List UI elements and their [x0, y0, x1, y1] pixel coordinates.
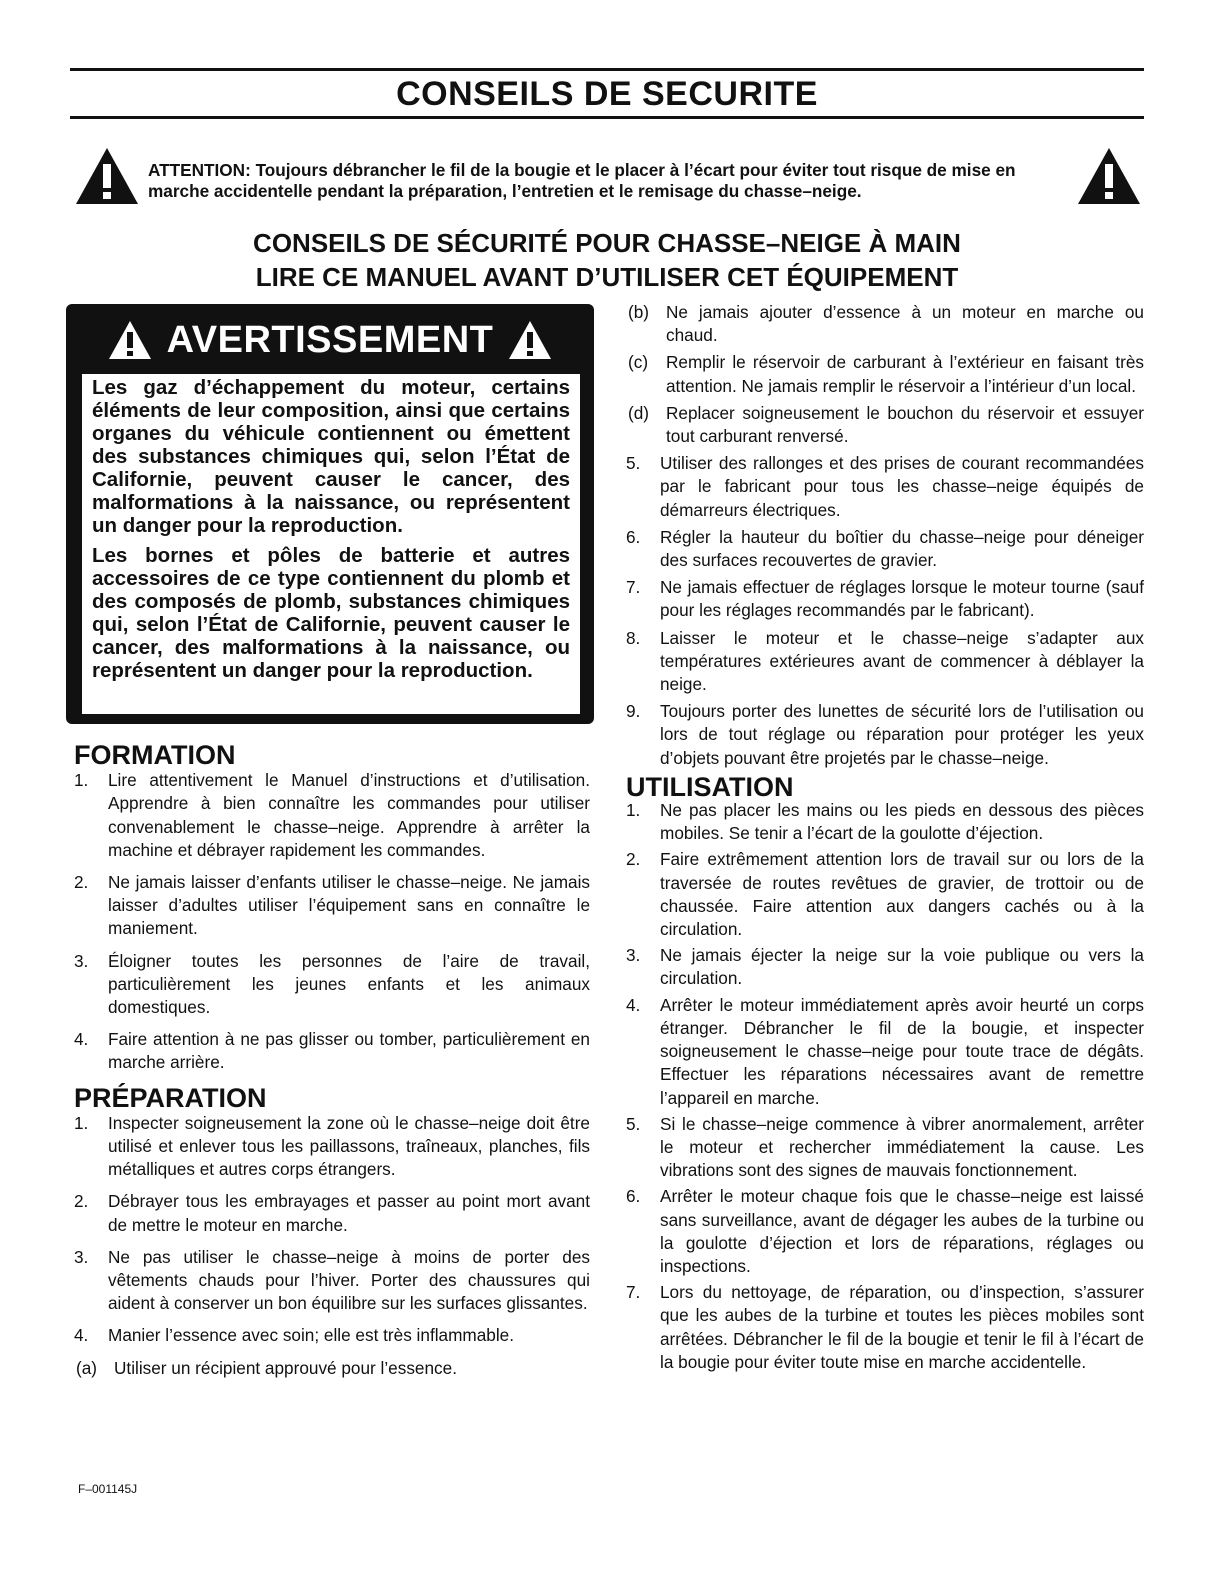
- list-item: 5. Si le chasse–neige commence à vibrer anormalement, arrêter le moteur et rechercher immédiatement la cause. Les vibrations sont des signes de mauvais fonctionnement.: [626, 1113, 1144, 1181]
- list-item: 8. Laisser le moteur et le chasse–neige s’adapter aux températures extérieures avant de commencer à déblayer la neige.: [626, 627, 1144, 695]
- warning-body: [82, 374, 580, 714]
- list-item: 2. Débrayer tous les embrayages et passer au point mort avant de mettre le moteur en marche.: [74, 1191, 590, 1235]
- list-item: 6. Arrêter le moteur chaque fois que le chasse–neige est laissé sans surveillance, avant de dégager les aubes de la turbine ou la goulotte d’éjection et lors de réparations, réglages ou inspections.: [626, 1186, 1144, 1276]
- sub-item-d: (d) Replacer soigneusement le bouchon du réservoir et essuyer tout carburant renversé.: [628, 402, 1144, 447]
- utilisation-heading: UTILISATION: [626, 771, 794, 802]
- list-item: 1. Ne pas placer les mains ou les pieds en dessous des pièces mobiles. Se tenir a l’écart de la goulotte d’éjection.: [626, 800, 1144, 844]
- list-item: 3. Ne jamais éjecter la neige sur la voie publique ou vers la circulation.: [626, 945, 1144, 989]
- page-title: CONSEILS DE SECURITE: [396, 75, 818, 113]
- list-item: 2. Ne jamais laisser d’enfants utiliser le chasse–neige. Ne jamais laisser d’adultes utiliser l’équipement sans en connaître le maniement.: [74, 872, 590, 939]
- list-item: 4. Manier l’essence avec soin; elle est très inflammable.: [74, 1325, 514, 1346]
- list-item: 2. Faire extrêmement attention lors de travail sur ou lors de la traversée de routes revêtues de gravier, de trottoir ou de chaussée. Faire attention aux dangers cachés ou à la circulation.: [626, 849, 1144, 940]
- list-item: 7. Ne jamais effectuer de réglages lorsque le moteur tourne (sauf pour les réglages recommandés par le fabricant).: [626, 577, 1144, 621]
- top-rule: [70, 68, 1144, 71]
- warning-title: AVERTISSEMENT: [166, 318, 494, 361]
- list-item: 3. Ne pas utiliser le chasse–neige à moins de porter des vêtements chauds pour l’hiver. Porter des chaussures qui aident à conserver un bon équilibre sur les surfaces glissantes.: [74, 1246, 590, 1314]
- formation-list: [74, 769, 590, 1074]
- sub-item-c: (c) Remplir le réservoir de carburant à l’extérieur en faisant très attention. Ne jamais remplir le réservoir a l’intérieur d’un local.: [628, 352, 1144, 396]
- warning-triangle-right-icon: [1076, 146, 1142, 206]
- warning-paragraph-2: Les bornes et pôles de batterie et autres accessoires de ce type contiennent du plomb et des composés de plomb, substances chimiques qui, selon l’État de Californie, peuvent causer le cancer, des malformations à la naissance, ou représentent un danger pour la reproduction.: [92, 544, 570, 682]
- title-underline: [70, 116, 1144, 119]
- document-code: F–001145J: [78, 1482, 138, 1496]
- warning-box: [66, 304, 594, 724]
- list-item: 1. Inspecter soigneusement la zone où le chasse–neige doit être utilisé et enlever tous les paillassons, traîneaux, planches, fils métalliques et autres corps étrangers.: [74, 1112, 590, 1180]
- preparation-list: [74, 1112, 590, 1348]
- sub-item-b: (b) Ne jamais ajouter d’essence à un moteur en marche ou chaud.: [628, 302, 1144, 346]
- left-column: [74, 740, 590, 1380]
- utilisation-list: [626, 799, 1144, 1374]
- preparation-heading: PRÉPARATION: [74, 1082, 267, 1113]
- preparation-list-continued: [626, 452, 1144, 770]
- right-column: [626, 301, 1144, 1374]
- warning-header: [66, 304, 594, 376]
- warning-triangle-icon: [107, 319, 153, 361]
- list-item: 1. Lire attentivement le Manuel d’instructions et d’utilisation. Apprendre à bien connaître les commandes pour utiliser convenablement le chasse–neige. Apprendre à arrêter la machine et débrayer rapidement les commandes.: [74, 770, 590, 860]
- sub-item-a: (a) Utiliser un récipient approuvé pour l’essence.: [76, 1357, 457, 1378]
- subtitle-read-manual: LIRE CE MANUEL AVANT D’UTILISER CET ÉQUIPEMENT: [255, 262, 959, 292]
- list-item: 5. Utiliser des rallonges et des prises de courant recommandées par le fabricant pour tous les chasse–neige équipés de démarreurs électriques.: [626, 453, 1144, 520]
- warning-paragraph-1: Les gaz d’échappement du moteur, certains éléments de leur composition, ainsi que certains organes du véhicule contiennent ou émettent des substances chimiques qui, selon l’État de Californie, peuvent causer le cancer, des malformations à la naissance, ou représentent un danger pour la reproduction.: [92, 376, 570, 537]
- list-item: 9. Toujours porter des lunettes de sécurité lors de l’utilisation ou lors de tout réglage ou réparation pour protéger les yeux d’objets pouvant être projetés par le chasse–neige.: [626, 701, 1144, 768]
- list-item: 7. Lors du nettoyage, de réparation, ou d’inspection, s’assurer que les aubes de la turbine et toutes les pièces mobiles sont arrêtées. Débrancher le fil de la bougie et tenir le fil à l’écart de la bougie pour éviter toute mise en marche accidentelle.: [626, 1282, 1144, 1372]
- formation-heading: FORMATION: [74, 740, 236, 770]
- warning-triangle-icon: [507, 319, 553, 361]
- list-item: 4. Arrêter le moteur immédiatement après avoir heurté un corps étranger. Débrancher le fil de la bougie, et inspecter soigneusement le chasse–neige pour toute trace de dégâts. Effectuer les réparations nécessaires avant de remettre l’appareil en marche.: [626, 994, 1144, 1108]
- list-item: 4. Faire attention à ne pas glisser ou tomber, particulièrement en marche arrière.: [74, 1029, 590, 1073]
- list-item: 3. Éloigner toutes les personnes de l’aire de travail, particulièrement les jeunes enfants et les animaux domestiques.: [74, 950, 590, 1018]
- subtitle-safety: CONSEILS DE SÉCURITÉ POUR CHASSE–NEIGE À MAIN: [253, 228, 961, 258]
- attention-notice: ATTENTION: Toujours débrancher le fil de la bougie et le placer à l’écart pour éviter tout risque de mise en marche accidentelle pendant la préparation, l’entretien et le remisage du chasse–neige.: [148, 160, 1016, 201]
- list-item: 6. Régler la hauteur du boîtier du chasse–neige pour déneiger des surfaces recouvertes de gravier.: [626, 526, 1144, 571]
- warning-triangle-left-icon: [74, 146, 140, 206]
